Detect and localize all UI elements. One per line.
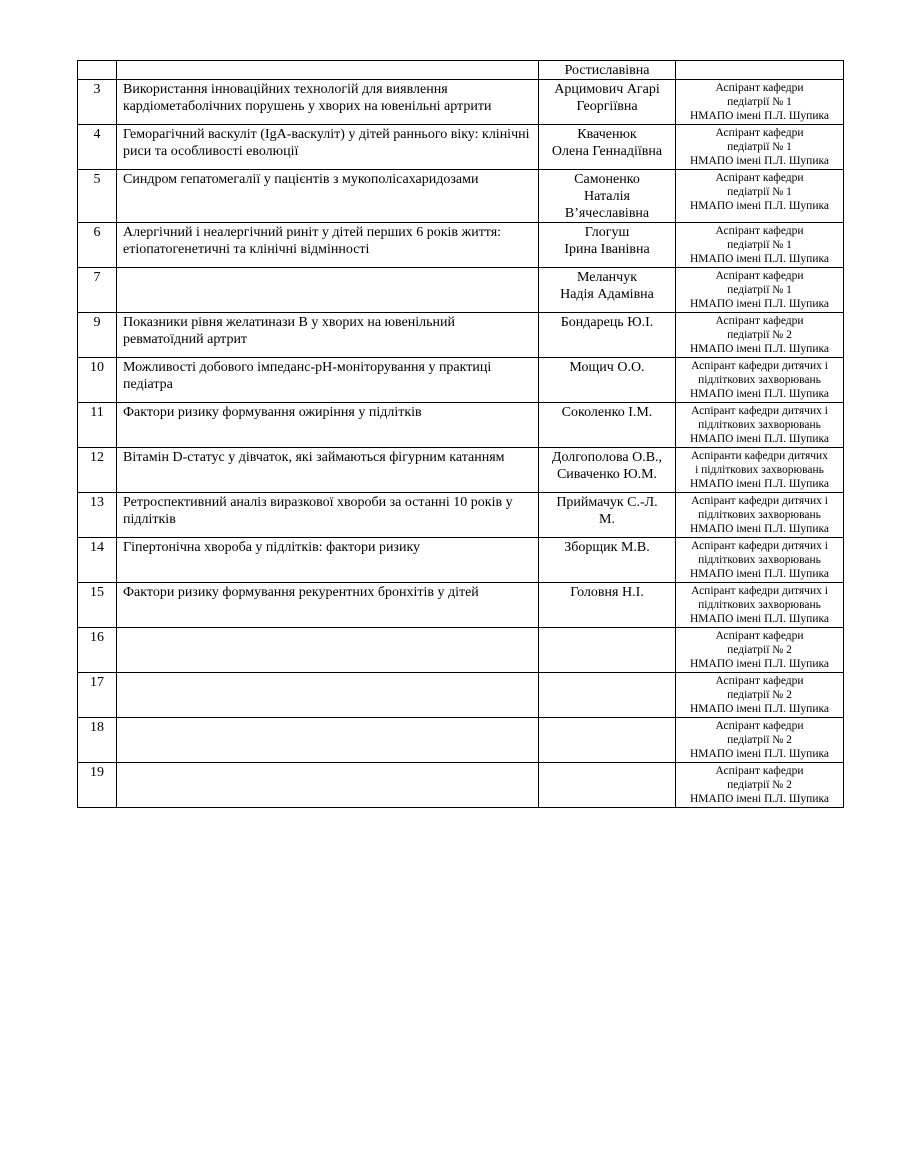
row-author-text: Бондарець Ю.І. xyxy=(560,315,654,330)
row-number: 7 xyxy=(78,268,117,313)
row-topic-text: Фактори ризику формування рекурентних бронхітів у дітей xyxy=(123,585,479,600)
row-number: 4 xyxy=(78,125,117,170)
row-topic-text: Геморагічний васкуліт (IgA-васкуліт) у дітей раннього віку: клінічні риси та особливості еволюції xyxy=(123,127,530,159)
row-author-text: Головня Н.І. xyxy=(570,585,644,600)
table-row xyxy=(78,403,844,448)
row-author xyxy=(539,493,676,538)
row-topic xyxy=(117,80,539,125)
row-number: 12 xyxy=(78,448,117,493)
table-row xyxy=(78,223,844,268)
row-author: Ростиславівна xyxy=(539,61,676,80)
row-status: Аспірант кафедри педіатрії № 1 НМАПО імені П.Л. Шупика xyxy=(676,80,844,125)
row-topic xyxy=(117,763,539,808)
table-row xyxy=(78,718,844,763)
row-status: Аспірант кафедри педіатрії № 1 НМАПО імені П.Л. Шупика xyxy=(676,223,844,268)
row-topic-text: Показники рівня желатинази В у хворих на ювенільний ревматоїдний артрит xyxy=(123,315,456,347)
row-topic-text: Синдром гепатомегалії у пацієнтів з мукополісахаридозами xyxy=(123,172,479,187)
row-number: 10 xyxy=(78,358,117,403)
table-row xyxy=(78,358,844,403)
row-author xyxy=(539,403,676,448)
row-author-text: Соколенко І.М. xyxy=(561,405,653,420)
table-row xyxy=(78,170,844,223)
row-author xyxy=(539,125,676,170)
row-number: 6 xyxy=(78,223,117,268)
table-row xyxy=(78,493,844,538)
row-number xyxy=(78,61,117,80)
dissertation-topics-table xyxy=(77,60,844,808)
row-author xyxy=(539,358,676,403)
row-number: 17 xyxy=(78,673,117,718)
row-topic xyxy=(117,493,539,538)
table-row xyxy=(78,583,844,628)
row-topic xyxy=(117,628,539,673)
row-author xyxy=(539,448,676,493)
row-number: 13 xyxy=(78,493,117,538)
row-topic xyxy=(117,718,539,763)
row-topic-text: Ретроспективний аналіз виразкової хвороби за останні 10 років у підлітків xyxy=(123,495,513,527)
row-author xyxy=(539,538,676,583)
row-author-text: Приймачук С.-Л. М. xyxy=(556,495,658,527)
row-author xyxy=(539,223,676,268)
row-number: 5 xyxy=(78,170,117,223)
row-number: 3 xyxy=(78,80,117,125)
row-author-text: Глогуш Ірина Іванівна xyxy=(564,225,650,257)
row-topic-text: Використання інноваційних технологій для виявлення кардіометаболічних порушень у хворих на ювенільні артрити xyxy=(123,82,492,114)
row-status xyxy=(676,61,844,80)
row-status: Аспірант кафедри педіатрії № 2 НМАПО імені П.Л. Шупика xyxy=(676,628,844,673)
row-number: 16 xyxy=(78,628,117,673)
row-status: Аспірант кафедри педіатрії № 1 НМАПО імені П.Л. Шупика xyxy=(676,268,844,313)
row-status: Аспірант кафедри дитячих і підліткових захворювань НМАПО імені П.Л. Шупика xyxy=(676,583,844,628)
row-topic-text: Фактори ризику формування ожиріння у підлітків xyxy=(123,405,422,420)
row-status: Аспірант кафедри педіатрії № 2 НМАПО імені П.Л. Шупика xyxy=(676,313,844,358)
row-topic xyxy=(117,170,539,223)
row-author-text: Самоненко Наталія В’ячеславівна xyxy=(564,172,650,221)
row-number: 19 xyxy=(78,763,117,808)
table-row xyxy=(78,268,844,313)
table-row xyxy=(78,763,844,808)
row-status: Аспірант кафедри дитячих і підліткових захворювань НМАПО імені П.Л. Шупика xyxy=(676,358,844,403)
table-row xyxy=(78,628,844,673)
table-row xyxy=(78,80,844,125)
row-author-text: Арцимович Агарі Георгіївна xyxy=(554,82,660,114)
row-number: 11 xyxy=(78,403,117,448)
row-author xyxy=(539,583,676,628)
row-status: Аспірант кафедри педіатрії № 2 НМАПО імені П.Л. Шупика xyxy=(676,718,844,763)
row-status: Аспірант кафедри дитячих і підліткових захворювань НМАПО імені П.Л. Шупика xyxy=(676,403,844,448)
row-status: Аспірант кафедри педіатрії № 2 НМАПО імені П.Л. Шупика xyxy=(676,673,844,718)
table-row-continuation xyxy=(78,61,844,80)
row-status: Аспірант кафедри педіатрії № 1 НМАПО імені П.Л. Шупика xyxy=(676,125,844,170)
row-author-text: Мощич О.О. xyxy=(569,360,645,375)
row-number: 15 xyxy=(78,583,117,628)
row-author xyxy=(539,673,676,718)
row-author-text: Долгополова О.В., Сиваченко Ю.М. xyxy=(551,450,663,482)
row-author xyxy=(539,268,676,313)
row-author xyxy=(539,718,676,763)
row-status: Аспіранти кафедри дитячих і підліткових захворювань НМАПО імені П.Л. Шупика xyxy=(676,448,844,493)
table-row xyxy=(78,313,844,358)
row-topic xyxy=(117,125,539,170)
row-topic xyxy=(117,223,539,268)
table-row xyxy=(78,448,844,493)
row-topic xyxy=(117,358,539,403)
row-author-text: Кваченюк Олена Геннадіївна xyxy=(551,127,663,159)
row-topic xyxy=(117,538,539,583)
row-topic xyxy=(117,583,539,628)
row-status: Аспірант кафедри дитячих і підліткових захворювань НМАПО імені П.Л. Шупика xyxy=(676,538,844,583)
row-status: Аспірант кафедри дитячих і підліткових захворювань НМАПО імені П.Л. Шупика xyxy=(676,493,844,538)
row-topic-text: Алергічний і неалергічний риніт у дітей перших 6 років життя: етіопатогенетичні та клінічні відмінності xyxy=(123,225,502,257)
table-row xyxy=(78,538,844,583)
table-body xyxy=(78,61,844,808)
table-row xyxy=(78,125,844,170)
row-topic-text: Можливості добового імпеданс-pH-моніторування у практиці педіатра xyxy=(123,360,492,392)
row-number: 18 xyxy=(78,718,117,763)
row-status: Аспірант кафедри педіатрії № 2 НМАПО імені П.Л. Шупика xyxy=(676,763,844,808)
row-topic xyxy=(117,313,539,358)
row-author-text: Зборщик М.В. xyxy=(564,540,650,555)
row-author xyxy=(539,313,676,358)
row-author xyxy=(539,628,676,673)
row-number: 14 xyxy=(78,538,117,583)
row-author xyxy=(539,80,676,125)
row-status: Аспірант кафедри педіатрії № 1 НМАПО імені П.Л. Шупика xyxy=(676,170,844,223)
row-author xyxy=(539,170,676,223)
row-author-text: Меланчук Надія Адамівна xyxy=(560,270,654,302)
row-topic xyxy=(117,448,539,493)
row-topic xyxy=(117,61,539,80)
row-topic xyxy=(117,268,539,313)
row-author xyxy=(539,763,676,808)
row-topic-text: Вітамін D-статус у дівчаток, які займаються фігурним катанням xyxy=(123,450,505,465)
row-topic-text: Гіпертонічна хвороба у підлітків: фактори ризику xyxy=(123,540,421,555)
row-topic xyxy=(117,403,539,448)
table-row xyxy=(78,673,844,718)
row-topic xyxy=(117,673,539,718)
row-number: 9 xyxy=(78,313,117,358)
